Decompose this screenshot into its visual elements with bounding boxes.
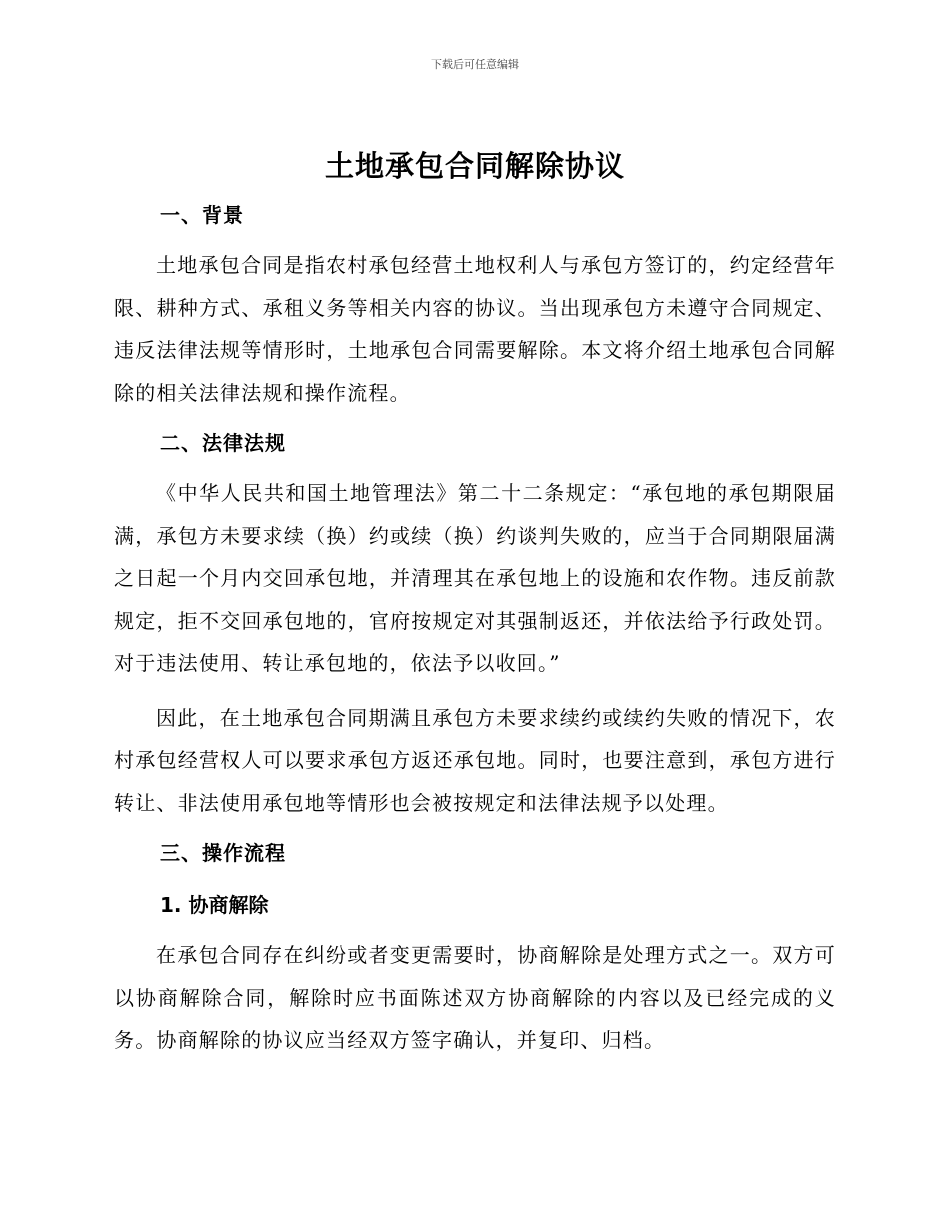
- document-title: 土地承包合同解除协议: [324, 149, 625, 183]
- section-heading-law: 二、法律法规: [160, 431, 286, 455]
- paragraph-background: 土地承包合同是指农村承包经营土地权利人与承包方签订的，约定经营年限、耕种方式、承租义务等相关内容的协议。当出现承包方未遵守合同规定、违反法律法规等情形时，土地承包合同需要解除。本文将介绍土地承包合同解除的相关法律法规和操作流程。: [114, 253, 836, 405]
- document-body: [114, 142, 836, 1062]
- subsection-heading-negotiated-termination: 1. 协商解除: [160, 893, 269, 917]
- section-heading-background: 一、背景: [160, 203, 244, 227]
- header-note: 下载后可任意编辑: [431, 58, 519, 71]
- paragraph-negotiated-termination: 在承包合同存在纠纷或者变更需要时，协商解除是处理方式之一。双方可以协商解除合同，解除时应书面陈述双方协商解除的内容以及已经完成的义务。协商解除的协议应当经双方签字确认，并复印、归档。: [114, 943, 836, 1052]
- section-heading-process: 三、操作流程: [160, 841, 286, 865]
- paragraph-law-quote: 《中华人民共和国土地管理法》第二十二条规定：“承包地的承包期限届满，承包方未要求续（换）约或续（换）约谈判失败的，应当于合同期限届满之日起一个月内交回承包地，并清理其在承包地上的设施和农作物。违反前款规定，拒不交回承包地的，官府按规定对其强制返还，并依法给予行政处罚。对于违法使用、转让承包地的，依法予以收回。”: [114, 481, 836, 675]
- paragraph-law-summary: 因此，在土地承包合同期满且承包方未要求续约或续约失败的情况下，农村承包经营权人可以要求承包方返还承包地。同时，也要注意到，承包方进行转让、非法使用承包地等情形也会被按规定和法律法规予以处理。: [114, 705, 836, 815]
